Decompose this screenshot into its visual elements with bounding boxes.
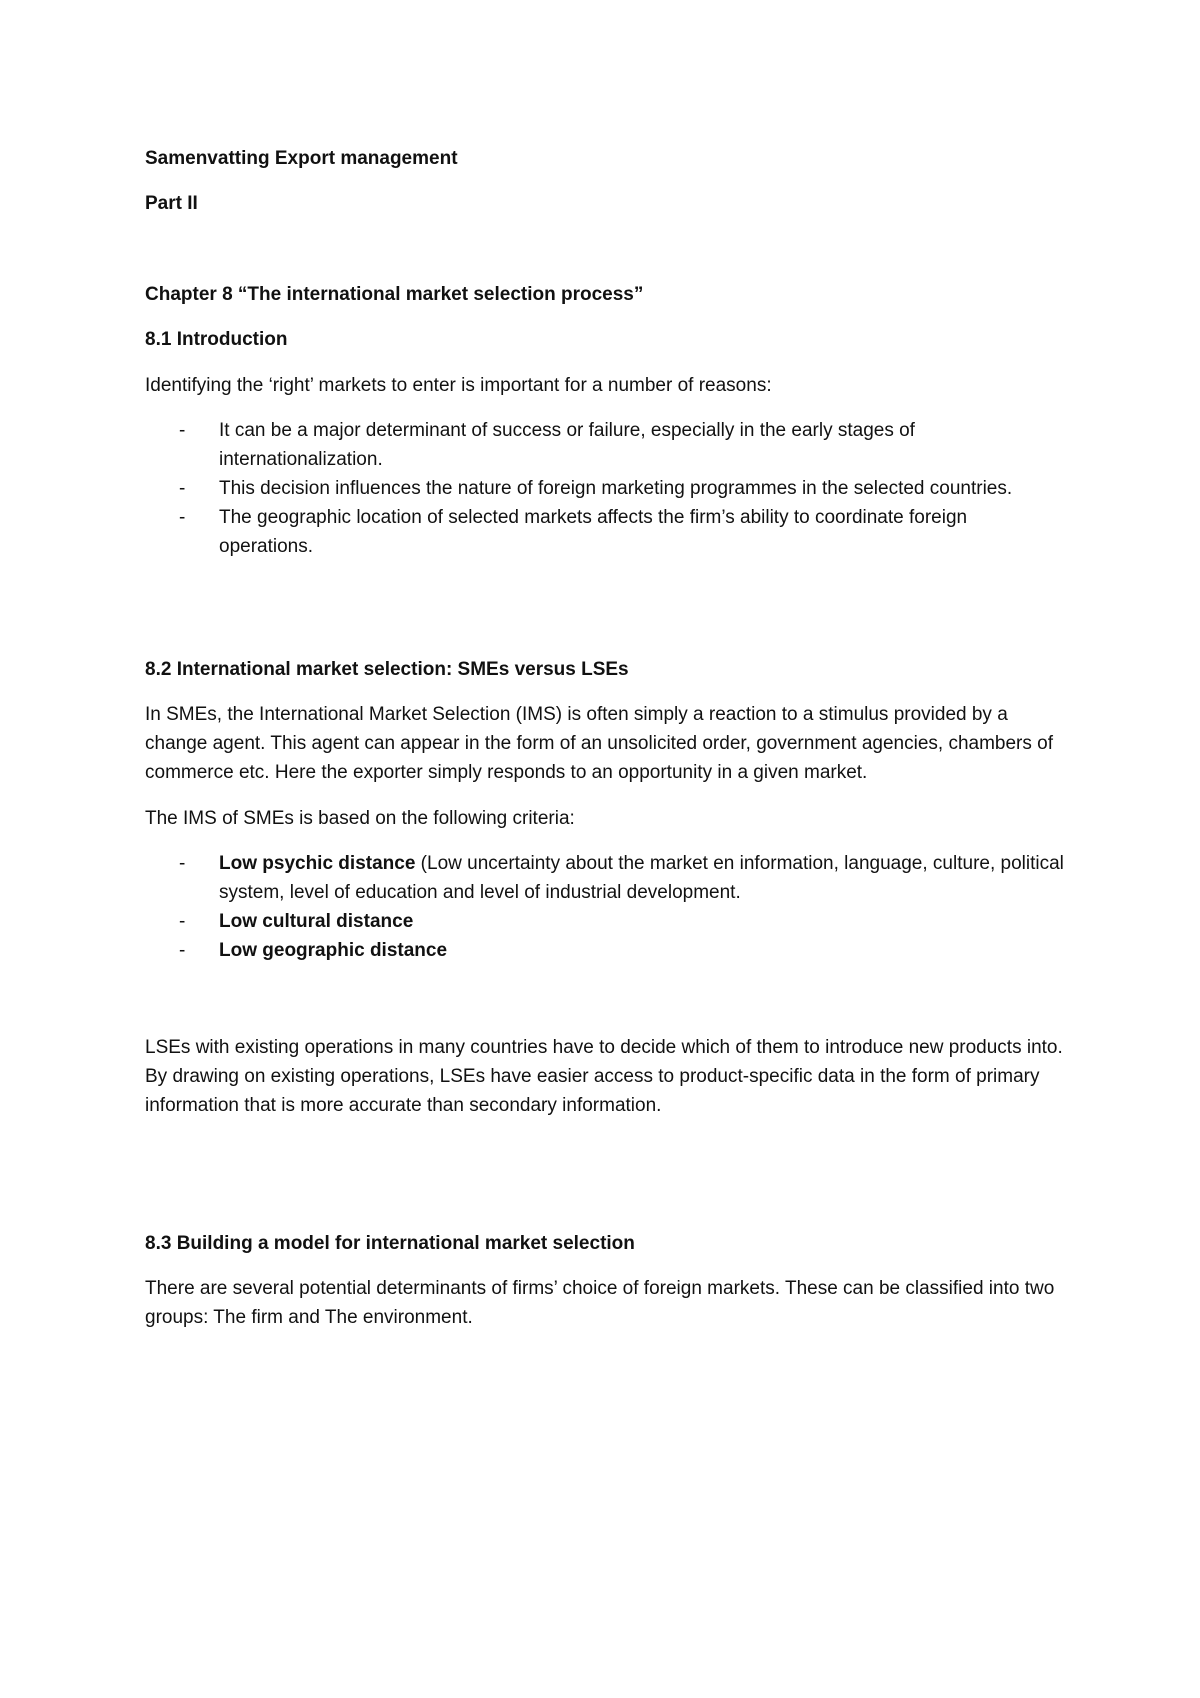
list-item: - Low cultural distance xyxy=(179,911,414,932)
section-8-2-heading: 8.2 International market selection: SMEs versus LSEs xyxy=(145,659,629,680)
section-8-3-heading: 8.3 Building a model for international market selection xyxy=(145,1233,635,1254)
section-8-3-paragraph-1: There are several potential determinants of firms’ choice of foreign markets. These can be classified into two groups: The firm and The environment. xyxy=(145,1278,1055,1328)
section-8-1-heading: 8.1 Introduction xyxy=(145,329,288,350)
list-item: - Low geographic distance xyxy=(179,940,448,961)
section-8-2-paragraph-3: LSEs with existing operations in many countries have to decide which of them to introduce new products into. By drawing on existing operations, LSEs have easier access to product-specific data in the form of primary information that is more accurate than secondary information. xyxy=(145,1037,1063,1116)
chapter-title: Chapter 8 “The international market selection process” xyxy=(145,284,644,305)
section-8-2-paragraph-1: In SMEs, the International Market Selection (IMS) is often simply a reaction to a stimulus provided by a change agent. This agent can appear in the form of an unsolicited order, government agencies, chambers of commerce etc. Here the exporter simply responds to an opportunity in a given market. xyxy=(145,704,1053,783)
list-item: - Low psychic distance (Low uncertainty about the market en information, language, culture, political system, level of education and level of industrial development. xyxy=(179,853,1064,903)
list-item: - The geographic location of selected markets affects the firm’s ability to coordinate foreign operations. xyxy=(179,507,968,557)
section-8-1-intro: Identifying the ‘right’ markets to enter is important for a number of reasons: xyxy=(145,375,772,396)
section-8-2-paragraph-2: The IMS of SMEs is based on the following criteria: xyxy=(145,808,575,829)
criteria-list xyxy=(145,849,1065,965)
document-title: Samenvatting Export management xyxy=(145,148,458,169)
reasons-list xyxy=(145,416,1065,561)
part-label: Part II xyxy=(145,193,198,214)
list-item: - This decision influences the nature of foreign marketing programmes in the selected countries. xyxy=(179,478,1013,499)
list-item: - It can be a major determinant of success or failure, especially in the early stages of internationalization. xyxy=(179,420,915,470)
